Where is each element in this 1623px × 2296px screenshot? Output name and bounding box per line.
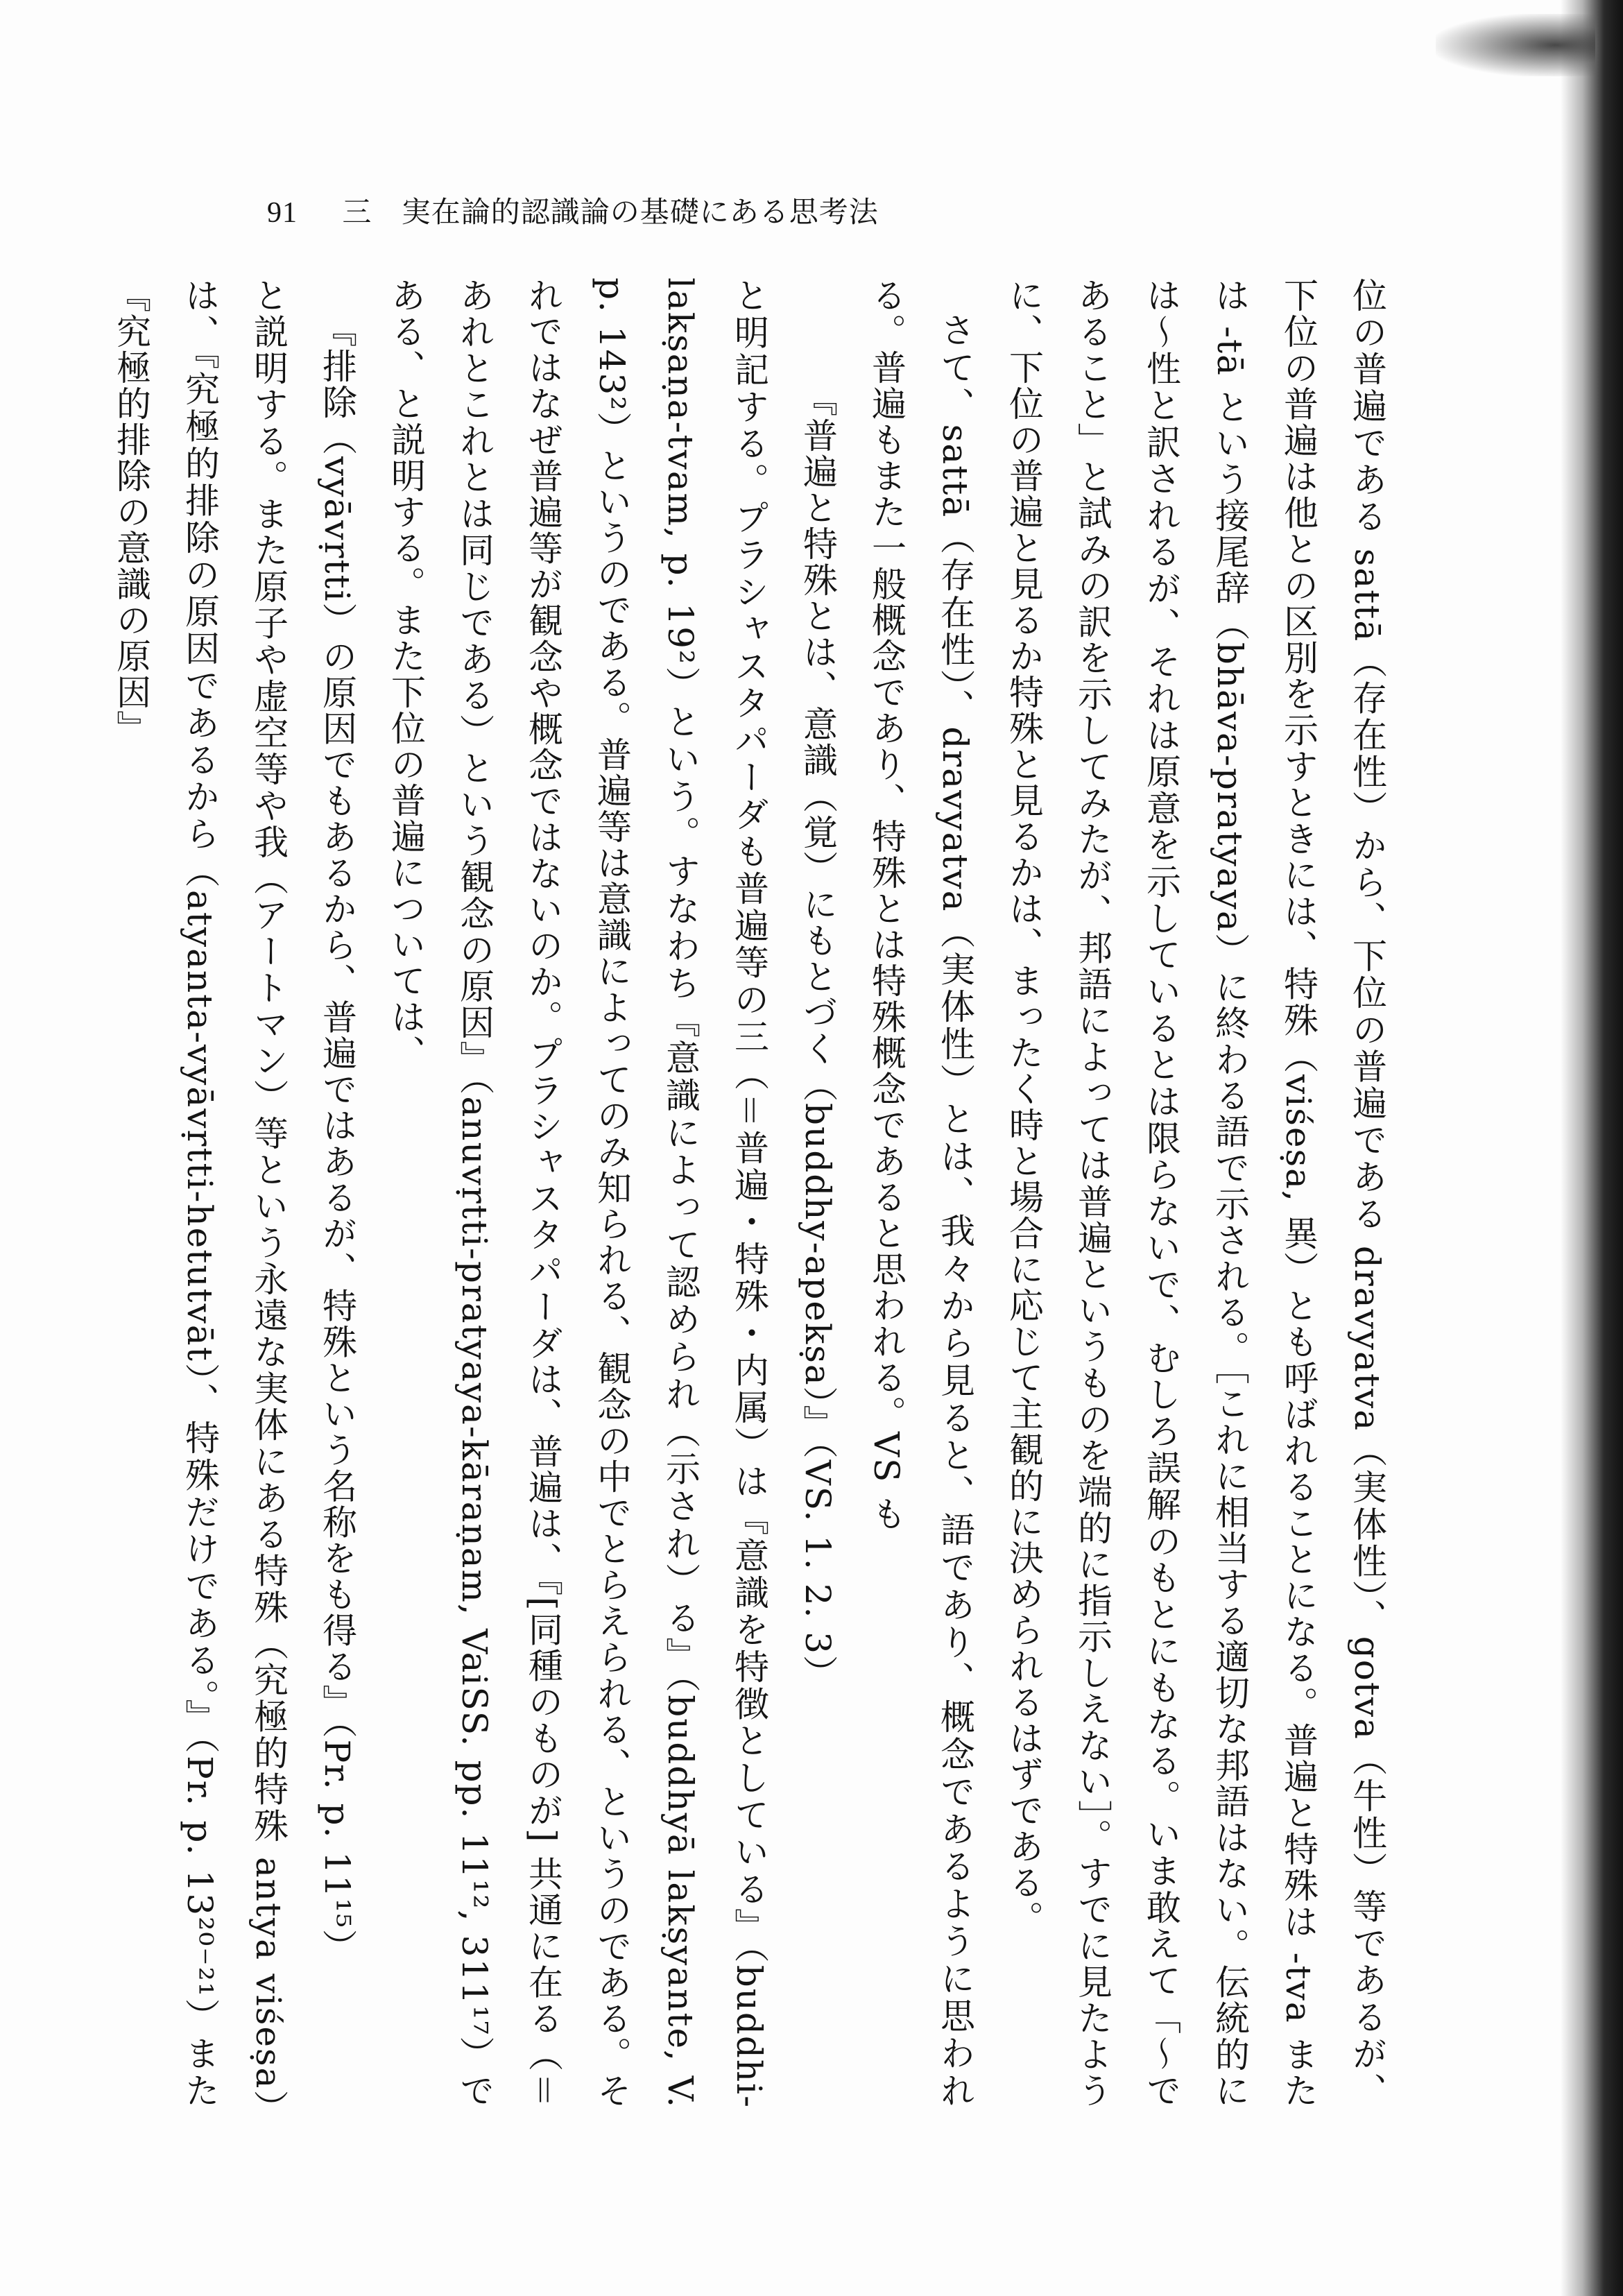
vertical-text-body <box>111 277 1401 2109</box>
scan-smudge <box>1436 14 1595 76</box>
paragraph-4: と説明する。また原子や虚空等や我（アートマン）等という永遠な実体にある特殊（究極的特殊 antya viśeṣa）は、『究極的排除の原因であるから（atyanta-vyāvṛtti-hetutvāt）、特殊だけである。』（Pr. p. 13²⁰⁻²¹）また『究極的排除の意識の原因』 <box>111 277 289 2109</box>
quote-1: 『普遍と特殊とは、意識（覚）にもとづく（buddhy-apekṣa）』（VS. 1. 2. 3） <box>798 382 838 1692</box>
paragraph-1: 位の普遍である sattā（存在性）から、下位の普遍である dravyatva（実体性）、gotva（牛性）等であるが、下位の普遍は他との区別を示すときには、特殊（viśeṣa, 異）とも呼ばれることになる。普遍と特殊は -tva または -tā という接尾辞（bhāva-pratyaya）に終わる語で示される。［これに相当する適切な邦語はない。伝統的には～性と訳されるが、それは原意を示しているとは限らないで、むしろ誤解のもとにもなる。いま敢えて「～であること」と試みの訳を示してみたが、邦語によっては普遍というものを端的に指示しえない］。すでに見たように、下位の普遍と見るか特殊と見るかは、まったく時と場合に応じて主観的に決められるはずである。 <box>1004 277 1387 2109</box>
running-header <box>267 189 879 231</box>
paragraph-2: さて、sattā（存在性）、dravyatva（実体性）とは、我々から見ると、語であり、概念であるように思われる。普遍もまた一般概念であり、特殊とは特殊概念であると思われる。VS も <box>866 277 975 2109</box>
section-number: 三 <box>342 195 372 229</box>
quote-2: 『排除（vyāvṛtti）の原因でもあるから、普遍ではあるが、特殊という名称をも得る』（Pr. p. 11¹⁵） <box>317 312 357 1965</box>
chapter-title: 実在論的認識論の基礎にある思考法 <box>401 195 879 229</box>
page-number: 91 <box>267 197 298 229</box>
paragraph-3: と明記する。プラシャスタパーダも普遍等の三（＝普遍・特殊・内属）は『意識を特徴としている』（buddhi-lakṣaṇa-tvam, p. 19²）という。すなわち『意識によって認められ（示され）る』（buddhyā lakṣyante, V. p. 143²）というのである。普遍等は意識によってのみ知られる、観念の中でとらえられる、というのである。それではなぜ普遍等が観念や概念ではないのか。プラシャスタパーダは、普遍は、『[同種のものが] 共通に在る（＝あれとこれとは同じである）という観念の原因』（anuvṛtti-pratyaya-kāraṇam, VaiSS. pp. 11¹², 311¹⁷）である、と説明する。また下位の普遍については、 <box>386 277 769 2109</box>
binding-shadow <box>1561 0 1623 2296</box>
